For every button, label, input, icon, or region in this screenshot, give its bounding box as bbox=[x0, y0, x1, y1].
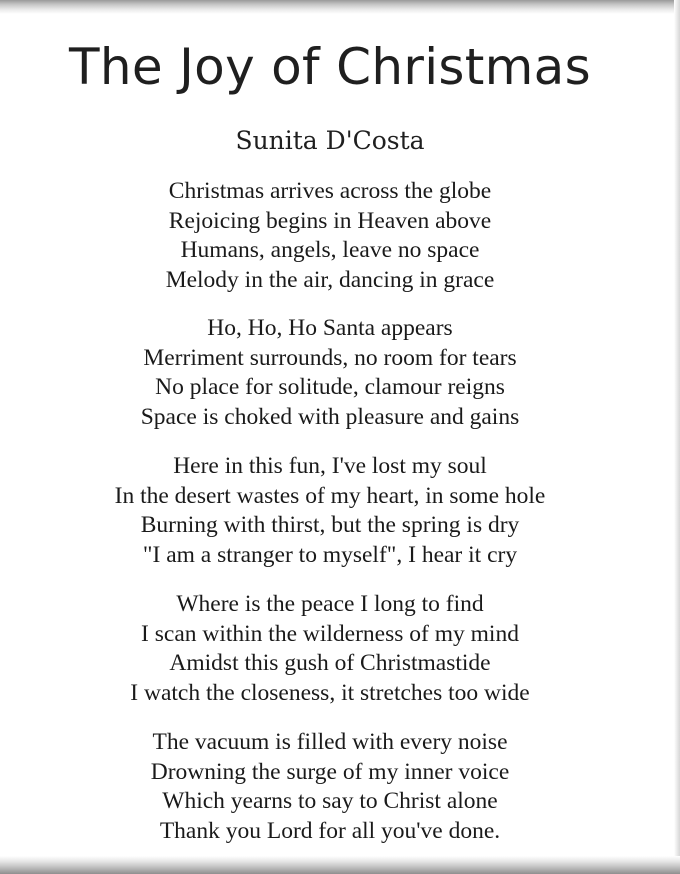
poem-line: Ho, Ho, Ho Santa appears bbox=[207, 315, 453, 341]
poem-line: Melody in the air, dancing in grace bbox=[165, 266, 495, 293]
poem-line: Rejoicing begins in Heaven above bbox=[168, 207, 492, 234]
page-right-shadow bbox=[674, 0, 680, 874]
stanza-4 bbox=[0, 590, 660, 708]
poem-line: Space is choked with pleasure and gains bbox=[140, 403, 520, 430]
poem-title: The Joy of Christmas bbox=[69, 38, 591, 96]
poem-line: I watch the closeness, it stretches too wide bbox=[130, 679, 530, 706]
poem-line: Christmas arrives across the globe bbox=[168, 178, 492, 204]
poem-line: In the desert wastes of my heart, in some hole bbox=[114, 482, 546, 509]
poem-line: Amidst this gush of Christmastide bbox=[169, 650, 491, 676]
poem-line: Merriment surrounds, no room for tears bbox=[143, 344, 517, 371]
poem-line: Here in this fun, I've lost my soul bbox=[173, 453, 487, 479]
stanza-1 bbox=[0, 177, 660, 295]
stanza-2 bbox=[0, 314, 660, 432]
page-bottom-shadow bbox=[0, 856, 680, 874]
poem-line: Humans, angels, leave no space bbox=[180, 237, 480, 263]
poem-line: Thank you Lord for all you've done. bbox=[159, 817, 501, 844]
page-top-shadow bbox=[0, 0, 680, 14]
poem-line: I scan within the wilderness of my mind bbox=[141, 620, 519, 647]
poem-line: The vacuum is filled with every noise bbox=[152, 729, 508, 755]
poem-line: Drowning the surge of my inner voice bbox=[150, 758, 510, 785]
stanza-3 bbox=[0, 452, 660, 570]
poem-line: "I am a stranger to myself", I hear it cry bbox=[142, 541, 518, 568]
poem-line: Burning with thirst, but the spring is dry bbox=[140, 512, 520, 538]
poem-line: No place for solitude, clamour reigns bbox=[155, 374, 505, 400]
stanza-5 bbox=[0, 728, 660, 846]
poem-line: Where is the peace I long to find bbox=[176, 591, 484, 617]
poem-line: Which yearns to say to Christ alone bbox=[162, 788, 498, 814]
poem-author: Sunita D'Costa bbox=[235, 126, 425, 155]
